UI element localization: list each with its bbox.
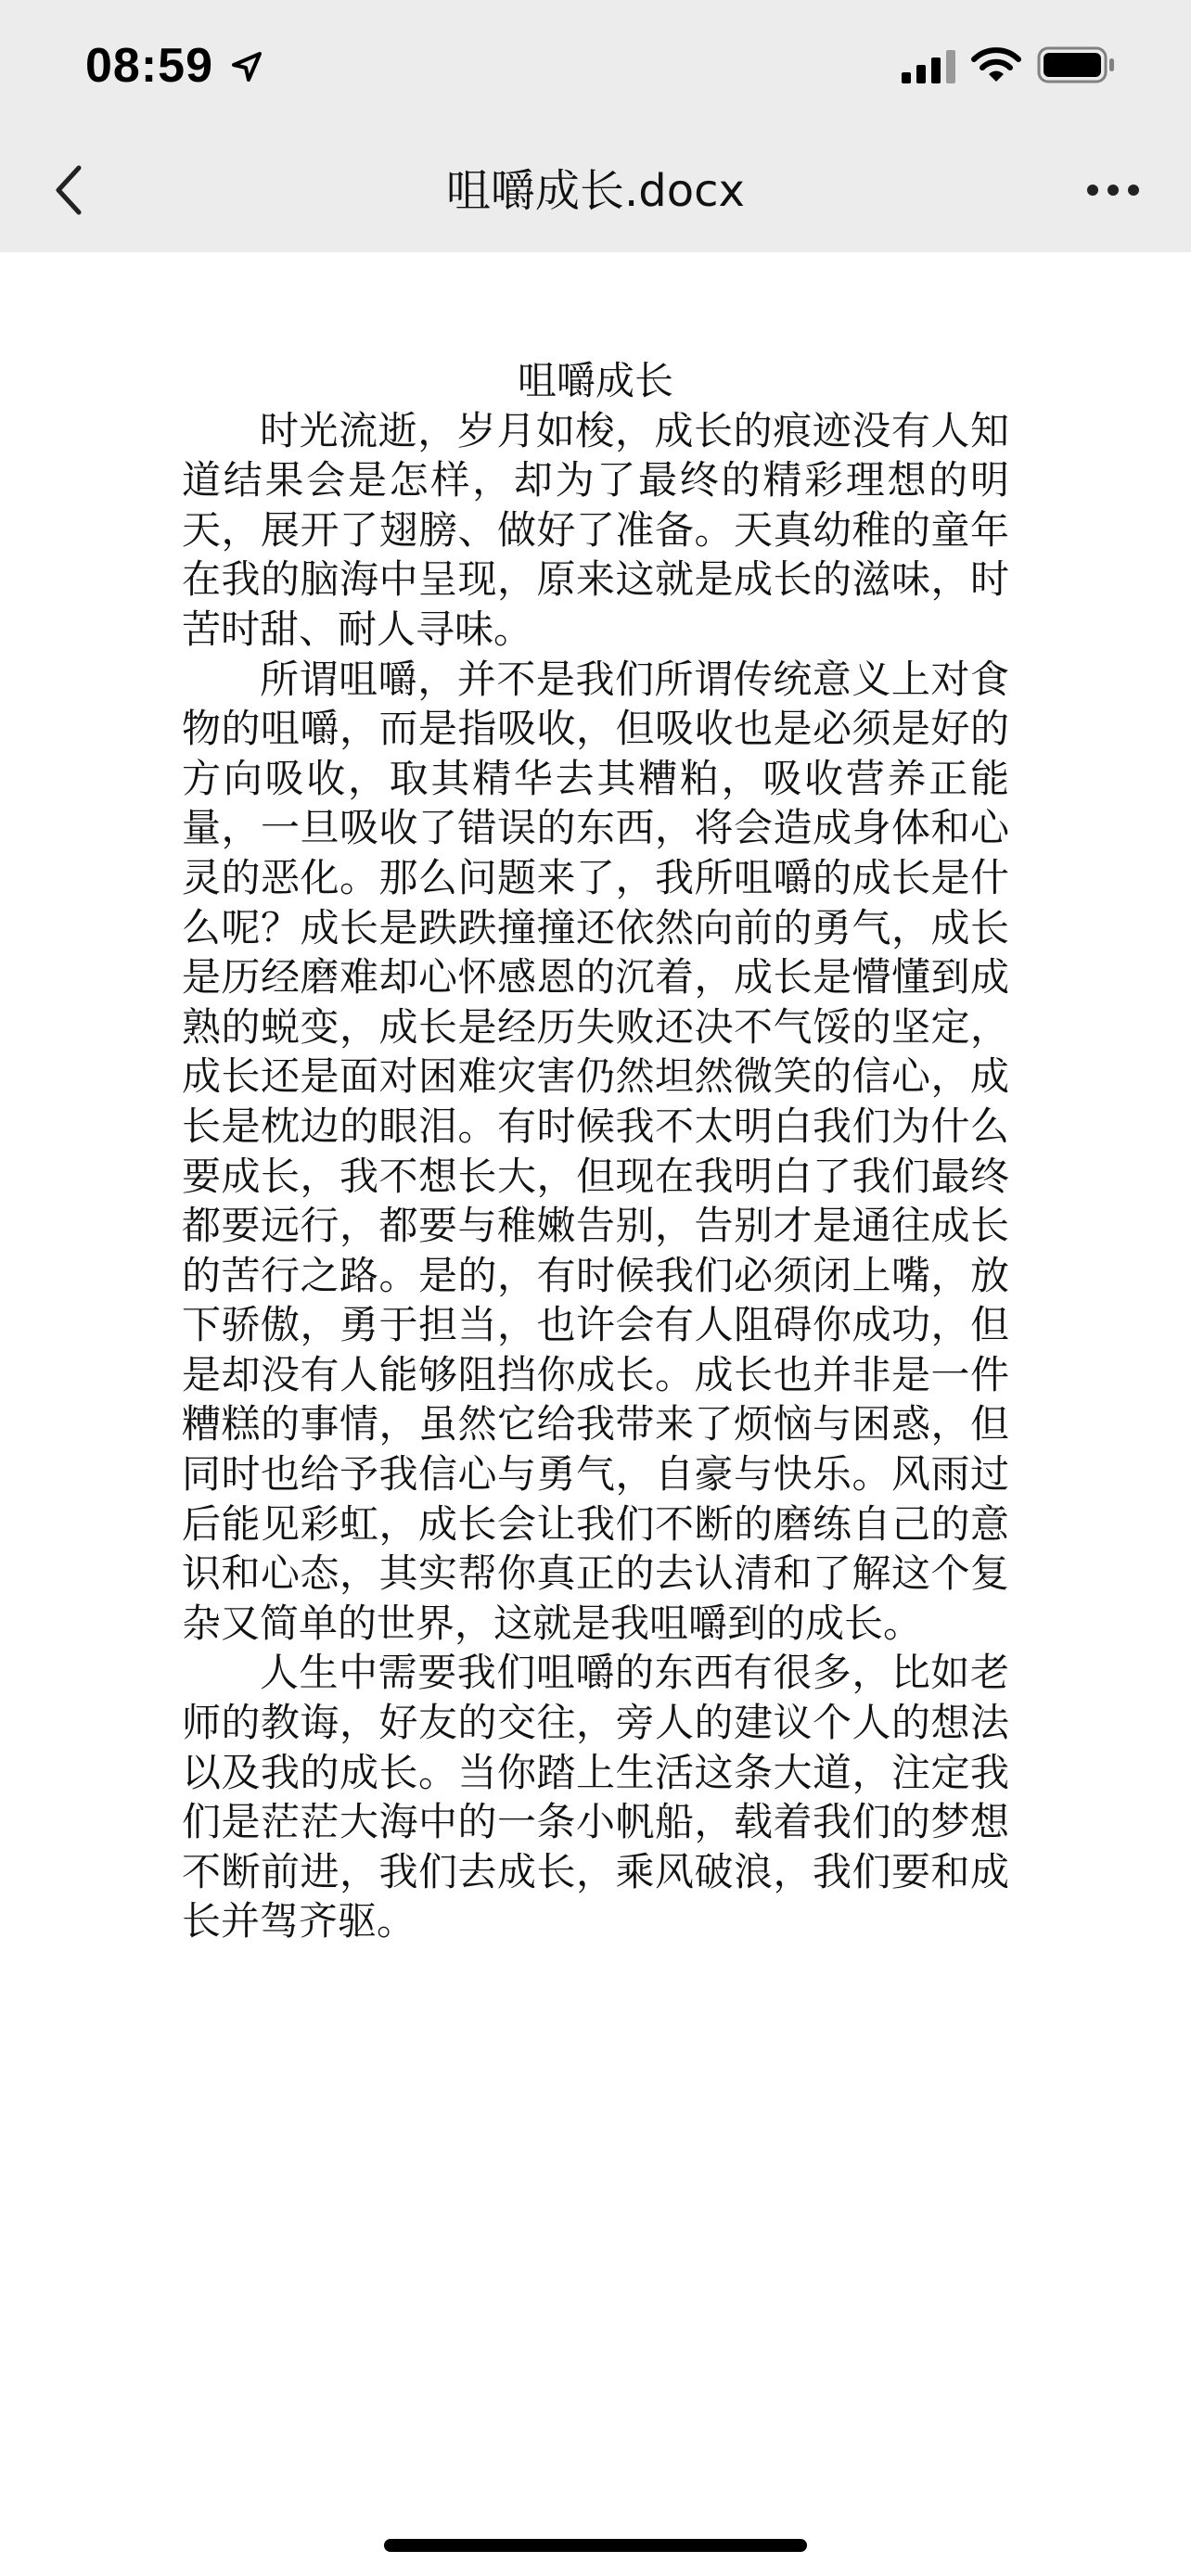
top-bar-area bbox=[0, 0, 1191, 252]
back-button[interactable] bbox=[26, 148, 109, 232]
document-paragraph: 时光流逝，岁月如梭，成长的痕迹没有人知道结果会是怎样，却为了最终的精彩理想的明天，展开了翅膀、做好了准备。天真幼稚的童年在我的脑海中呈现，原来这就是成长的滋味，时苦时甜、耐人寻味。 bbox=[182, 407, 1009, 652]
document-paragraph: 人生中需要我们咀嚼的东西有很多，比如老师的教诲，好友的交往，旁人的建议个人的想法以及我的成长。当你踏上生活这条大道，注定我们是茫茫大海中的一条小帆船，载着我们的梦想不断前进，我们去成长，乘风破浪，我们要和成长并驾齐驱。 bbox=[182, 1650, 1009, 1945]
battery-icon bbox=[1037, 45, 1117, 85]
home-indicator[interactable] bbox=[384, 2539, 807, 2552]
location-arrow-icon bbox=[228, 48, 265, 85]
more-options-button[interactable] bbox=[1067, 148, 1159, 232]
document-paragraph: 所谓咀嚼，并不是我们所谓传统意义上对食物的咀嚼，而是指吸收，但吸收也是必须是好的方向吸收，取其精华去其糟粕，吸收营养正能量，一旦吸收了错误的东西，将会造成身体和心灵的恶化。那么问题来了，我所咀嚼的成长是什么呢？成长是跌跌撞撞还依然向前的勇气，成长是历经磨难却心怀感恩的沉着，成长是懵懂到成熟的蜕变，成长是经历失败还决不气馁的坚定，成长还是面对困难灾害仍然坦然微笑的信心，成长是枕边的眼泪。有时候我不太明白我们为什么要成长，我不想长大，但现在我明白了我们最终都要远行，都要与稚嫩告别，告别才是通往成长的苦行之路。是的，有时候我们必须闭上嘴，放下骄傲，勇于担当，也许会有人阻碍你成功，但是却没有人能够阻挡你成长。成长也并非是一件糟糕的事情，虽然它给我带来了烦恼与困惑，但同时也给予我信心与勇气，自豪与快乐。风雨过后能见彩虹，成长会让我们不断的磨练自己的意识和心态，其实帮你真正的去认清和了解这个复杂又简单的世界，这就是我咀嚼到的成长。 bbox=[182, 656, 1009, 1646]
more-horizontal-icon bbox=[1083, 181, 1143, 199]
document-heading: 咀嚼成长 bbox=[517, 358, 673, 403]
chevron-left-icon bbox=[49, 162, 86, 218]
document-body bbox=[182, 356, 1009, 1946]
navigation-bar bbox=[0, 130, 1191, 252]
wifi-icon bbox=[970, 45, 1022, 85]
status-bar bbox=[0, 0, 1191, 130]
status-time: 08:59 bbox=[85, 39, 213, 93]
cellular-signal-icon bbox=[900, 48, 959, 85]
document-title-header: 咀嚼成长.docx bbox=[446, 165, 745, 217]
